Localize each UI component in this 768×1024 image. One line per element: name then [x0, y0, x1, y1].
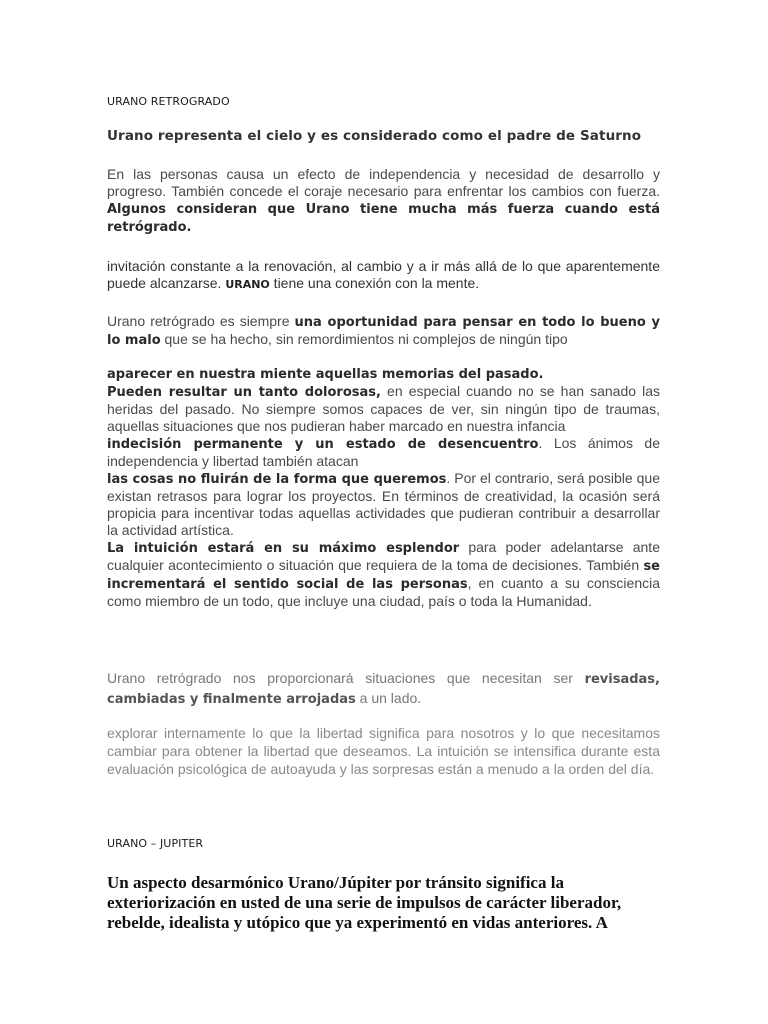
paragraph-4-bold-1: Pueden resultar un tanto dolorosas,: [107, 385, 381, 400]
paragraph-5-tail: a un lado.: [355, 690, 422, 706]
paragraph-4-text-3: . Por el contrario, será posible que existan retrasos para lograr los proyectos. En términos de creatividad, la ocasión será propicia para incentivar todas aquellas actividades que pudieran contribuir a desarrollar la actividad artística.: [107, 470, 660, 538]
paragraph-3-tail: que se ha hecho, sin remordimientos ni complejos de ningún tipo: [160, 331, 568, 347]
paragraph-4-part-2: [107, 383, 660, 435]
paragraph-4-part-4: [107, 470, 660, 539]
paragraph-4-line-1: aparecer en nuestra miente aquellas memorias del pasado.: [107, 367, 544, 382]
paragraph-3-bold: una oportunidad para pensar en todo lo bueno y lo malo: [107, 315, 660, 348]
paragraph-5-bold: revisadas, cambiadas y finalmente arrojadas: [107, 672, 660, 707]
paragraph-2-text: invitación constante a la renovación, al cambio y a ir más allá de lo que aparentemente puede alcanzarse.: [107, 258, 660, 291]
paragraph-2-bold: URANO: [225, 278, 270, 291]
paragraph-1-bold: Algunos consideran que Urano tiene mucha más fuerza cuando está retrógrado.: [107, 202, 660, 235]
paragraph-7: Un aspecto desarmónico Urano/Júpiter por tránsito significa la exteriorización en usted de una serie de impulsos de carácter liberador, rebelde, idealista y utópico que ya experimentó en vidas anteriores. A: [107, 873, 622, 932]
paragraph-4-bold-5: se incrementará el sentido social de las personas: [107, 559, 660, 592]
paragraph-1-text: En las personas causa un efecto de independencia y necesidad de desarrollo y progreso. También concede el coraje necesario para enfrentar los cambios con fuerza.: [107, 166, 660, 199]
paragraph-2: [107, 258, 660, 293]
paragraph-4-text-5: , en cuanto a su consciencia como miembro de un todo, que incluye una ciudad, país o toda la Humanidad.: [107, 575, 661, 609]
paragraph-4-bold-3: las cosas no fluirán de la forma que queremos: [107, 472, 447, 487]
paragraph-4-part-3: [107, 435, 660, 470]
paragraph-6: explorar internamente lo que la libertad significa para nosotros y lo que necesitamos cambiar para obtener la libertad que deseamos. La intuición se intensifica durante esta evaluación psicológica de autoayuda y las sorpresas están a menudo a la orden del día.: [107, 725, 660, 777]
paragraph-5: [107, 669, 660, 709]
paragraph-3: [107, 313, 660, 349]
paragraph-4-text-2: . Los ánimos de independencia y libertad también atacan: [107, 435, 660, 469]
paragraph-4: [107, 366, 660, 610]
paragraph-5-text: Urano retrógrado nos proporcionará situaciones que necesitan ser: [107, 670, 585, 686]
paragraph-4-part-5: [107, 539, 660, 610]
paragraph-4-bold-4: La intuición estará en su máximo esplendor: [107, 541, 460, 556]
paragraph-4-bold-2: indecisión permanente y un estado de desencuentro: [107, 437, 539, 452]
paragraph-3-text: Urano retrógrado es siempre: [107, 313, 295, 329]
paragraph-2-tail: tiene una conexión con la mente.: [269, 275, 480, 291]
paragraph-4-text-1: en especial cuando no se han sanado las heridas del pasado. No siempre somos capaces de ver, sin ningún tipo de traumas, aquellas situaciones que nos pudieran haber marcado en nuestra infancia: [107, 383, 660, 434]
paragraph-1: [107, 166, 660, 236]
subheading: Urano representa el cielo y es considerado como el padre de Saturno: [107, 128, 642, 144]
section-heading-urano-retrogrado: URANO RETROGRADO: [107, 95, 230, 108]
paragraph-4-text-4: para poder adelantarse ante cualquier acontecimiento o situación que requiera de la toma de decisiones. También: [107, 539, 660, 573]
section-heading-urano-jupiter: URANO – JUPITER: [107, 837, 204, 850]
